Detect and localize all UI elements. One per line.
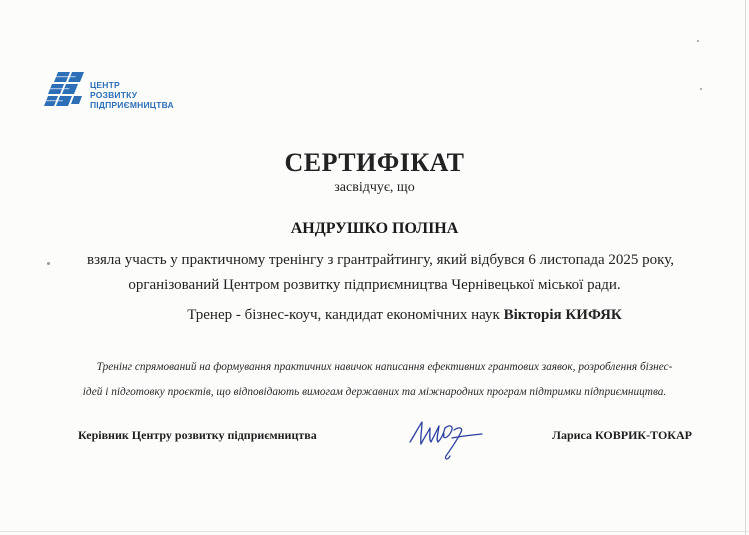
signatory-role: Керівник Центру розвитку підприємництва: [78, 428, 317, 442]
certificate-subtitle: засвідчує, що: [334, 180, 415, 195]
recipient-name: АНДРУШКО ПОЛІНА: [290, 220, 459, 237]
logo-mark-icon: [44, 70, 88, 112]
handwritten-signature: [404, 416, 484, 466]
logo-line-3: ПІДПРИЄМНИЦТВА: [90, 100, 174, 110]
trainer-name: Вікторія КИФЯК: [503, 307, 622, 323]
signatory-name: Лариса КОВРИК-ТОКАР: [552, 428, 692, 442]
page-edge-bottom: [0, 531, 749, 532]
paper-speck: [697, 40, 699, 42]
training-description-line-1: Тренінг спрямований на формування практичних навичок написання ефективних грантових заявок, розроблення бізнес-: [96, 361, 673, 373]
organizer-text: організований Центром розвитку підприємництва Чернівецької міської ради.: [128, 277, 621, 293]
paper-speck: [700, 88, 702, 90]
center-logo: [44, 70, 204, 120]
logo-text: [90, 80, 174, 110]
participation-text: взяла участь у практичному тренінгу з грантрайтингу, який відбувся 6 листопада 2025 року,: [87, 252, 674, 268]
paper-speck: [47, 262, 50, 265]
logo-line-1: ЦЕНТР: [90, 80, 120, 90]
certificate-title: СЕРТИФІКАТ: [284, 148, 465, 177]
training-description-line-2: ідей і підготовку проєктів, що відповідають вимогам державних та міжнародних програм підтримки підприємництва.: [82, 386, 667, 398]
trainer-title: Тренер - бізнес-коуч, кандидат економічних наук: [187, 307, 500, 323]
logo-line-2: РОЗВИТКУ: [90, 90, 138, 100]
trainer-line: [30, 307, 749, 324]
